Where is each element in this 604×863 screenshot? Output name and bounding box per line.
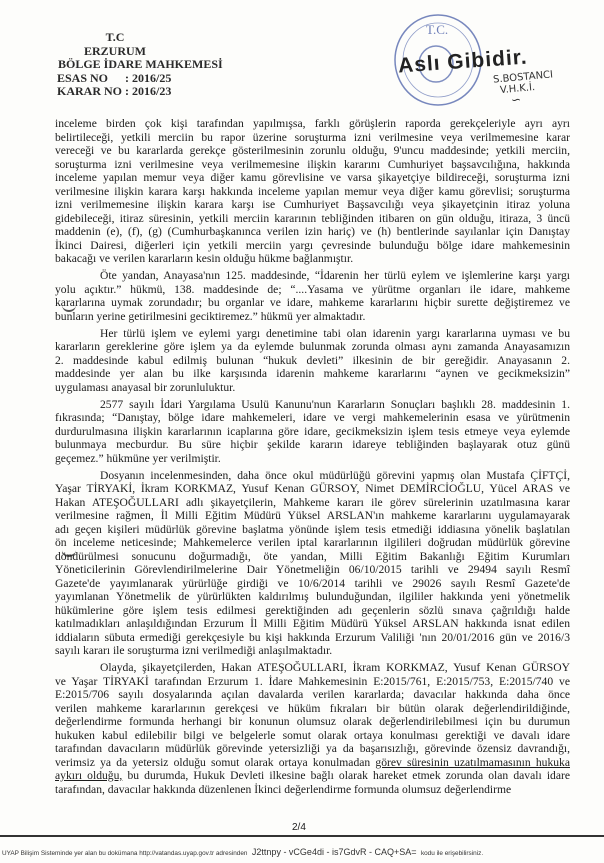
text-line: vereceği ve bu kararlarda gerekçe gösterilmesinin zorunlu olduğu, 9'uncu maddesinde; yetkili merciin, xyxy=(55,144,570,157)
text-line: durdurulmasına ilişkin kararlarının icaplarına göre idare, gecikmeksizin işlem tesis etmeye veya eylemde xyxy=(55,424,570,438)
text-line: inceleme birden çok kişi tarafından yapılmışsa, farklı görüşlerin raporda gerekçeleriyle ayrı ayrı xyxy=(55,117,570,130)
text-line: ön inceleme neticesinde; Mahkemelerce verilen iptal kararlarının ilgilileri doğrudan müdürlük görevine xyxy=(55,536,570,549)
text-line: belirtileceği, yetkili merciin bu rapor üzerine soruşturma izni verilmesine veya verilmemesine karar xyxy=(55,130,570,144)
text-line: verilmesine ilişkin karara karşı hakkında inceleme yapılan memur veya diğer kamu görevlisi; soruşturma xyxy=(55,184,570,198)
signature-name: S.BOSTANCI xyxy=(492,69,554,86)
text-line: Dosyanın incelenmesinden, daha önce okul müdürlüğü görevini yapmış olan Mustafa ÇİFTÇİ, xyxy=(100,468,570,482)
text-line: hükümlerine göre işlem tesis edilmesi gerektiğinden adı geçenlerin sözlü sınava çağrıldığı halde xyxy=(55,603,570,617)
text-line: iddiaların sübuta ermediği gerekçesiyle bu kişi hakkında Erzurum Valiliği 'nın 20/01/2016 gün ve 2016/3 xyxy=(55,630,570,644)
text-line: İkinci Dairesi, diğerleri için yetkili merciin yargı çevresinde bulunduğu bölge idare mahkemesinin xyxy=(55,238,570,252)
text-line: Öte yandan, Anayasa'nın 125. maddesinde, “İdarenin her türlü eylem ve işlemlerine karşı yargı xyxy=(100,269,570,282)
page-number: 2/4 xyxy=(292,822,306,833)
text-line: adı geçen kişileri müdürlük görevine başlatma yönünde işlem tesis etmediği iddiasına yönelik başlatılan xyxy=(55,522,570,536)
esas-no-label: ESAS NO xyxy=(57,70,109,85)
paragraph xyxy=(55,327,570,395)
text-line: tarafından davacıların müdürlük görevinde yetersizliği ya da başarısızlığı, görevinde özensiz davrandığı, xyxy=(55,742,570,755)
text-line: sayılı kararı ile soruşturma izni verilmediği anlaşılmaktadır. xyxy=(55,644,333,657)
footer-prefix: UYAP Bilişim Sisteminde yer alan bu dokümana http://vatandas.uyap.gov.tr adresinden xyxy=(2,850,248,857)
text-line: inceleme yapılan memur veya diğer kamu görevlisine ve varsa şikayetçiye bildireceği, soruşturma izni xyxy=(55,171,570,184)
paragraph xyxy=(55,661,570,796)
karar-no-label: KARAR NO xyxy=(57,84,122,98)
text-line xyxy=(55,769,570,783)
text-line: döndürülmesi sonucunu doğurmadığı, öte yandan, Milli Eğitim Bakanlığı Eğitim Kurumları xyxy=(55,549,570,563)
text-line: yolu açıktır.” hükmü, 138. maddesinde de; “....Yasama ve yürütme organları ile idare, mahkeme xyxy=(55,282,570,296)
text-line: yayımlanan Yönetmelik de yürürlükten kaldırılmış bulunduğundan, ilgililer hakkında yeni yönetmelik xyxy=(55,590,570,603)
text-line: değerlendirme formunda herhangi bir konunun olumsuz olarak değerlendirilebilmesi için bu durumun xyxy=(55,715,570,728)
text-line: bakacağı ve verilen kararların kesin olduğu hükme bağlanmıştır. xyxy=(55,252,354,265)
signature xyxy=(493,69,556,107)
text-line: ve Yaşar TİRYAKİ tarafından Erzurum 1. İdare Mahkemesinin E:2015/761, E:2015/753, E:2015/740 ve xyxy=(55,674,570,688)
paragraph xyxy=(55,117,570,266)
text-line: bunların yerine getirilmesini geciktiremez.” hükmü yer almaktadır. xyxy=(55,309,366,323)
karar-no xyxy=(40,85,223,99)
text-line: Yöneticilerinin Görevlendirilmelerine Dair Yönetmeliğin 06/10/2015 tarihli ve 29494 sayılı Resmî xyxy=(55,563,570,576)
footer-access-code: J2ttnpy - vCGe4di - is7GdvR - CAQ+SA= xyxy=(251,847,417,857)
text-line: katılmadıkları anlaşıldığından Erzurum İl Milli Eğitim Müdürü Yüksel ARSLAN hakkında isnat edilen xyxy=(55,617,570,630)
signature-scribble: ∽ xyxy=(510,92,522,108)
text-line: Hakan ATEŞOĞULLARI adlı şikayetçilerin, Mahkeme kararı ile görev sürelerinin uzatılmasına karar xyxy=(55,495,570,509)
footer xyxy=(2,842,604,860)
certified-copy-stamp: Aslı Gibidir. xyxy=(397,45,529,78)
karar-no-value: : 2016/23 xyxy=(125,84,172,98)
text-line: tarafından, davacılar hakkında düzenlenen İkinci değerlendirme formunda olumsuz değerlendirme xyxy=(55,782,512,796)
text-line: kararlarına uymak zorundadır; bu organlar ve idare, mahkeme kararlarını hiçbir surette değiştiremez ve xyxy=(55,296,570,309)
text-line: verilen mahkeme kararlarının gerekçesi ve hüküm fıkraları bir bütün olarak değerlendirildiğinde, xyxy=(55,701,570,715)
header-city: ERZURUM xyxy=(84,43,146,58)
text-line: bulunmaya mecburdur. Bu süre hiçbir şekilde kararın idareye tebliğinden başlayarak otuz günü xyxy=(55,438,570,451)
underlined-text: aykırı olduğu, xyxy=(55,769,123,782)
footer-divider xyxy=(0,835,604,837)
text-line: soruşturma izni verilmesine veya verilmemesine ilişkin kararını Cumhuriyet başsavcılığına, hakkında xyxy=(55,157,570,171)
text-line: 2577 sayılı İdari Yargılama Usulü Kanunu'nun Kararların Sonuçları başlıklı 28. maddesinin 1. xyxy=(100,397,570,411)
text-line: maddenin (e), (f), (g) (Cumhurbaşkanınca verilen izin hariç) ve (h) bentlerinde sayılanlar için Danıştay xyxy=(55,225,570,238)
text-line xyxy=(55,756,570,770)
text-line: E:2015/706 sayılı dosyalarında açılan davalarda verilen kararlarda; davacılar hakkında daha önce xyxy=(55,688,570,701)
seal-text: T.C. xyxy=(426,22,449,37)
signature-title: V.H.K.İ. xyxy=(499,82,536,97)
text-line: uygulaması anayasal bir zorunluluktur. xyxy=(55,380,236,394)
text-line: Yaşar TİRYAKİ, İkram KORKMAZ, Yusuf Kenan GÜRSOY, Nimet DEMİRCİOĞLU, Yücel ARAS ve xyxy=(55,482,570,495)
text-line: izni verilmemesine ilişkin karara karşı ise Cumhuriyet Başsavcılığı veya şikayetçinin itiraz yoluna xyxy=(55,198,570,211)
document-body xyxy=(55,117,570,800)
esas-no-value: : 2016/25 xyxy=(125,70,172,85)
text-line: geçemez.” hükmüne yer verilmiştir. xyxy=(55,451,221,465)
header-court-name: BÖLGE İDARE MAHKEMESİ xyxy=(58,57,223,71)
text-line: maddesinde yer alan bu ilke karşısında idarenin mahkeme kararlarını “aynen ve gecikmeksizin” xyxy=(55,367,570,380)
text-line: gidebileceği, itiraz süresinin, yetkili merciin kararının tebliğinden itibaren on gün olduğu, itiraza, 3 üncü xyxy=(55,211,570,225)
text-line: verilmesine rağmen, İl Milli Eğitim Müdürü Yüksel ARSLAN'ın mahkeme kararlarını uygulamayarak xyxy=(55,509,570,522)
esas-no xyxy=(40,72,223,86)
court-header xyxy=(40,31,223,99)
footer-suffix: kodu ile erişebilirsiniz. xyxy=(420,850,484,857)
text-line: hukuken kabul edilebilir bilgi ve belgelerle somut olarak ortaya konulması gerektiği ve davalı idare xyxy=(55,728,570,742)
text-line: kararların gereklerine göre işlem ya da eylemde bulunmak zorunda olması aynı zamanda Anayasamızın xyxy=(55,340,570,353)
text-segment: verimsiz ya da yetersiz olduğu somut olarak ortaya konulmadan xyxy=(55,755,376,769)
header-tc: T.C xyxy=(105,30,125,44)
text-line: Olayda, şikayetçilerden, Hakan ATEŞOĞULLARI, İkram KORKMAZ, Yusuf Kenan GÜRSOY xyxy=(100,661,570,674)
paragraph xyxy=(55,469,570,658)
paragraph xyxy=(55,269,570,323)
text-line: 2. maddesinde kabul edilmiş bulunan “hukuk devleti” ilkesinin de bir gereğidir. Anayasanın 2. xyxy=(55,353,570,367)
text-line: Her türlü işlem ve eylemi yargı denetimine tabi olan idarenin yargı kararlarına uyması ve bu xyxy=(100,326,570,340)
paragraph xyxy=(55,398,570,466)
text-segment: bu durumda, Hukuk Devleti ilkesine bağlı olarak hareket etmek zorunda olan davalı idare xyxy=(122,769,570,782)
text-line: Gazete'de yayımlanarak yürürlüğe girdiği ve 10/6/2014 tarihli ve 29026 sayılı Resmî Gazete'de xyxy=(55,576,570,590)
underlined-text: görev süresinin uzatılmamasının hukuka xyxy=(375,755,570,769)
text-line: fıkrasında; “Danıştay, bölge idare mahkemeleri, idare ve vergi mahkemelerinin esasa ve yürütmenin xyxy=(55,411,570,424)
